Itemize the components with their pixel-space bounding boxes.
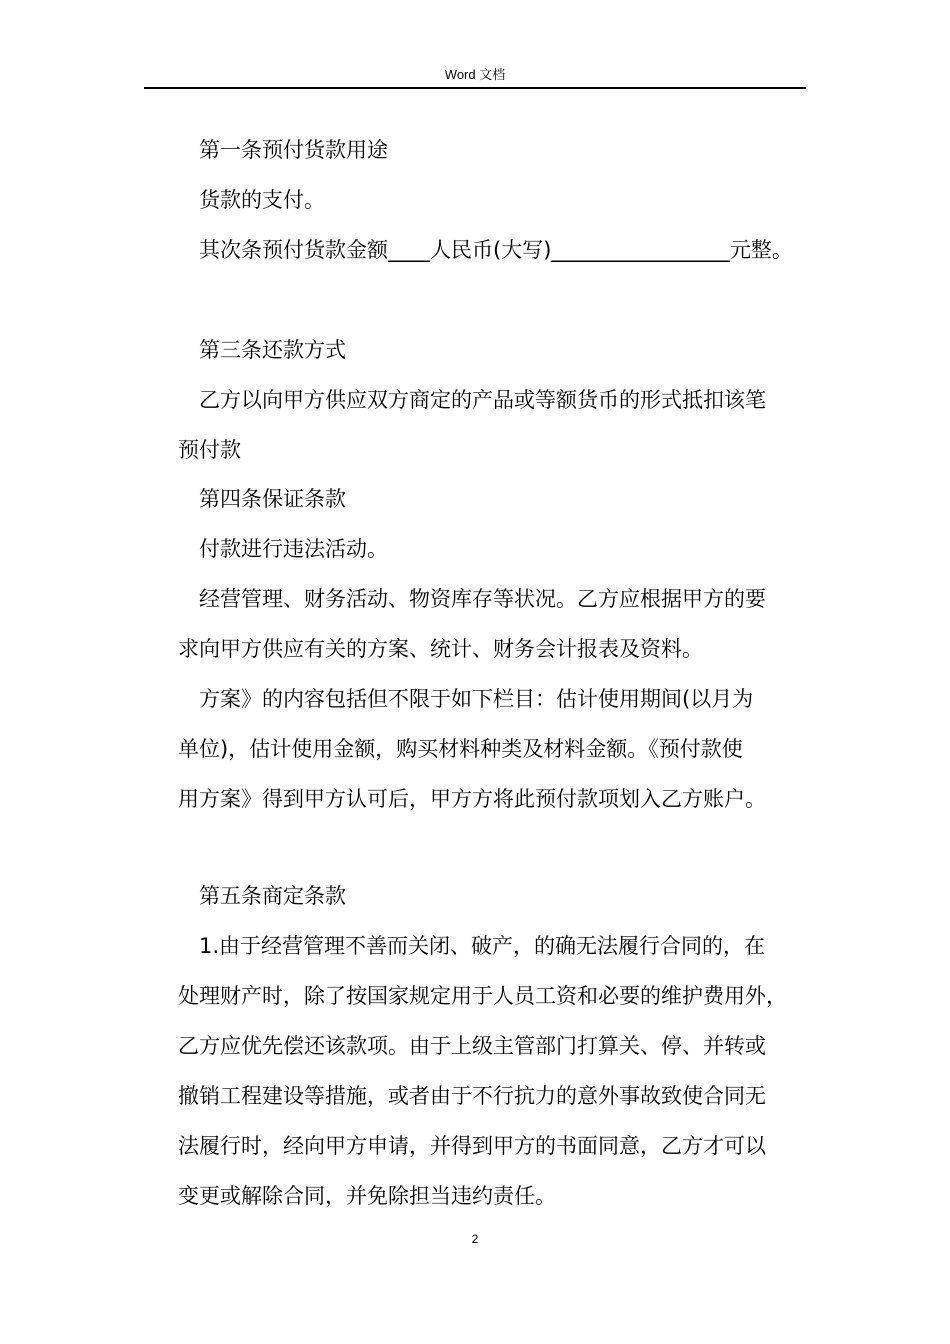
header-divider (144, 87, 806, 89)
paragraph-line: 第三条还款方式 (199, 338, 346, 362)
paragraph-line: 处理财产时，除了按国家规定用于人员工资和必要的维护费用外， (178, 984, 787, 1008)
paragraph-line: 用方案》得到甲方认可后，甲方方将此预付款项划入乙方账户。 (178, 787, 766, 811)
paragraph-line: 第五条商定条款 (199, 884, 346, 908)
paragraph-line: 撤销工程建设等措施，或者由于不行抗力的意外事故致使合同无 (178, 1084, 766, 1108)
header-title: Word 文档 (444, 67, 506, 82)
paragraph-line: 乙方以向甲方供应双方商定的产品或等额货币的形式抵扣该笔 (199, 388, 766, 412)
page-number: 2 (471, 1232, 479, 1246)
paragraph-line: 第四条保证条款 (199, 487, 346, 511)
paragraph-line: 经营管理、财务活动、物资库存等状况。乙方应根据甲方的要 (199, 587, 766, 611)
paragraph-line: 付款进行违法活动。 (199, 537, 388, 561)
paragraph-line: 法履行时，经向甲方申请，并得到甲方的书面同意，乙方才可以 (178, 1134, 766, 1158)
paragraph-line: 单位)，估计使用金额，购买材料种类及材料金额。《预付款使 (178, 737, 743, 761)
paragraph-line: 求向甲方供应有关的方案、统计、财务会计报表及资料。 (178, 637, 703, 661)
paragraph-line: 货款的支付。 (199, 188, 325, 212)
paragraph-line: 方案》的内容包括但不限于如下栏目：估计使用期间(以月为 (199, 687, 754, 711)
paragraph-line: 1.由于经营管理不善而关闭、破产，的确无法履行合同的，在 (199, 934, 766, 958)
paragraph-line: 第一条预付货款用途 (199, 138, 388, 162)
paragraph-line: 变更或解除合同，并免除担当违约责任。 (178, 1184, 556, 1208)
paragraph-line: 预付款 (178, 438, 241, 462)
paragraph-line: 乙方应优先偿还该款项。由于上级主管部门打算关、停、并转或 (178, 1034, 766, 1058)
paragraph-line: 其次条预付货款金额____人民币(大写)_________________元整。 (199, 238, 793, 262)
